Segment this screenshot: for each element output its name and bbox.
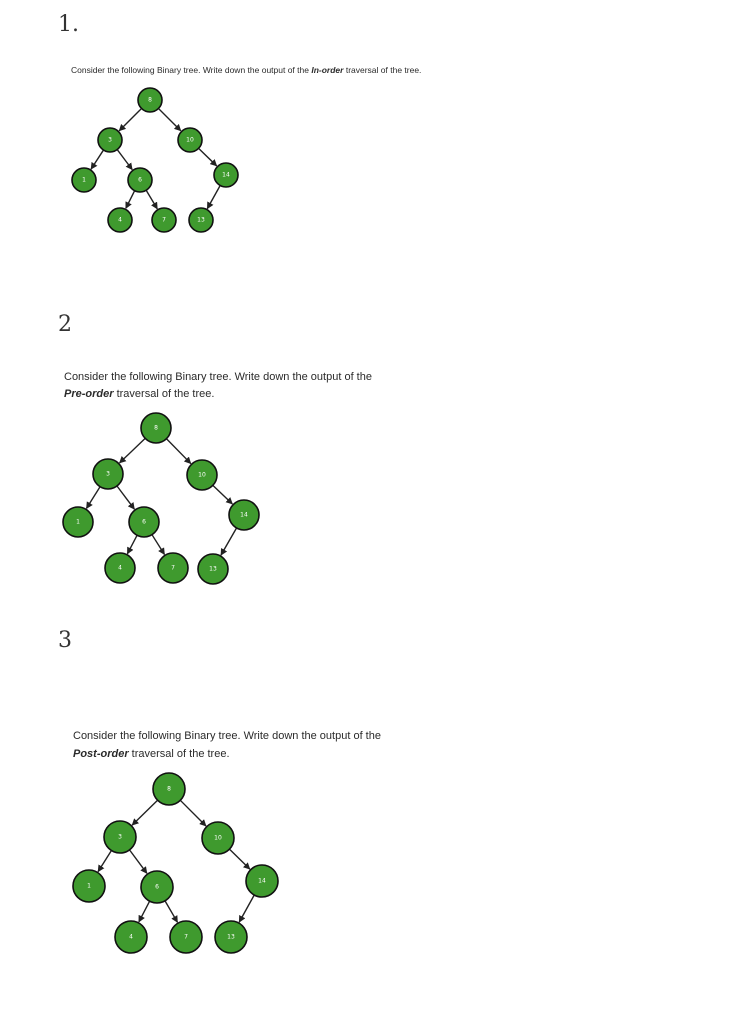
tree-edge [239, 895, 254, 922]
tree-node-label: 6 [138, 176, 142, 184]
tree-edge [221, 528, 237, 555]
tree-node-6 [129, 507, 159, 537]
binary-tree-diagram [50, 405, 270, 600]
tree-node-label: 7 [184, 933, 188, 941]
tree-node-label: 14 [240, 511, 248, 519]
tree-node-8 [153, 773, 185, 805]
tree-node-3 [93, 459, 123, 489]
tree-node-4 [108, 208, 132, 232]
tree-edge [117, 486, 134, 509]
tree-node-4 [105, 553, 135, 583]
tree-node-4 [115, 921, 147, 953]
tree-edge [119, 108, 141, 130]
tree-node-label: 10 [186, 136, 194, 144]
tree-edge [229, 849, 249, 869]
traversal-type: Post-order [73, 748, 129, 760]
tree-node-10 [202, 822, 234, 854]
tree-node-14 [246, 865, 278, 897]
tree-node-label: 7 [162, 216, 166, 224]
tree-node-10 [187, 460, 217, 490]
tree-node-label: 13 [209, 565, 217, 573]
tree-node-label: 6 [142, 518, 146, 526]
tree-node-8 [141, 413, 171, 443]
tree-node-label: 1 [82, 176, 86, 184]
tree-node-1 [72, 168, 96, 192]
tree-edge [91, 150, 103, 169]
tree-node-13 [215, 921, 247, 953]
prompt-text: Consider the following Binary tree. Write down the output of the [73, 730, 381, 742]
traversal-type: In-order [311, 65, 344, 75]
tree-node-label: 6 [155, 883, 159, 891]
tree-node-label: 3 [118, 833, 122, 841]
tree-node-label: 4 [118, 564, 122, 572]
tree-edge [152, 535, 164, 555]
question-number-1: 1. [58, 12, 79, 37]
tree-node-13 [198, 554, 228, 584]
question-number-2: 2 [58, 312, 72, 337]
tree-edge [130, 850, 147, 873]
tree-edge [213, 485, 233, 504]
question-prompt-1 [71, 65, 421, 75]
tree-node-7 [158, 553, 188, 583]
prompt-text: traversal of the tree. [343, 65, 422, 75]
tree-node-10 [178, 128, 202, 152]
tree-node-3 [98, 128, 122, 152]
tree-edge [117, 150, 132, 170]
tree-edge [98, 851, 111, 872]
binary-tree-diagram [60, 80, 260, 240]
prompt-text: traversal of the tree. [128, 748, 230, 760]
traversal-type: Pre-order [64, 388, 114, 400]
tree-node-1 [73, 870, 105, 902]
tree-node-7 [152, 208, 176, 232]
tree-edge [139, 901, 150, 922]
tree-node-label: 14 [258, 877, 266, 885]
tree-node-3 [104, 821, 136, 853]
tree-edge [127, 535, 137, 554]
tree-edge [132, 800, 157, 825]
tree-node-6 [141, 871, 173, 903]
tree-edge [199, 148, 217, 166]
tree-node-label: 10 [214, 834, 222, 842]
tree-node-1 [63, 507, 93, 537]
tree-node-14 [214, 163, 238, 187]
tree-edge [126, 191, 135, 209]
prompt-text: traversal of the tree. [113, 388, 215, 400]
tree-node-label: 14 [222, 171, 230, 179]
tree-edge [207, 185, 220, 208]
tree-node-14 [229, 500, 259, 530]
prompt-text: Consider the following Binary tree. Write down the output of the [71, 65, 312, 75]
tree-node-label: 7 [171, 564, 175, 572]
tree-edge [166, 439, 190, 464]
question-number-3: 3 [58, 628, 72, 653]
tree-edge [86, 487, 100, 509]
binary-tree-diagram [60, 765, 290, 965]
question-prompt-3 [73, 727, 453, 763]
prompt-text: Consider the following Binary tree. Write down the output of the [64, 371, 372, 383]
tree-node-label: 1 [87, 882, 91, 890]
tree-edge [120, 438, 146, 463]
tree-edge [165, 901, 177, 922]
tree-node-label: 8 [148, 96, 152, 104]
tree-node-label: 1 [76, 518, 80, 526]
tree-node-label: 4 [118, 216, 122, 224]
tree-node-13 [189, 208, 213, 232]
tree-edge [146, 190, 157, 209]
tree-node-8 [138, 88, 162, 112]
tree-node-label: 8 [167, 785, 171, 793]
tree-edge [180, 800, 206, 826]
tree-edge [158, 108, 180, 130]
tree-node-label: 13 [227, 933, 235, 941]
tree-node-label: 8 [154, 424, 158, 432]
tree-node-label: 13 [197, 216, 205, 224]
tree-node-label: 3 [108, 136, 112, 144]
tree-node-label: 10 [198, 471, 206, 479]
tree-node-6 [128, 168, 152, 192]
question-prompt-2 [64, 369, 444, 403]
tree-node-7 [170, 921, 202, 953]
tree-node-label: 4 [129, 933, 133, 941]
tree-node-label: 3 [106, 470, 110, 478]
